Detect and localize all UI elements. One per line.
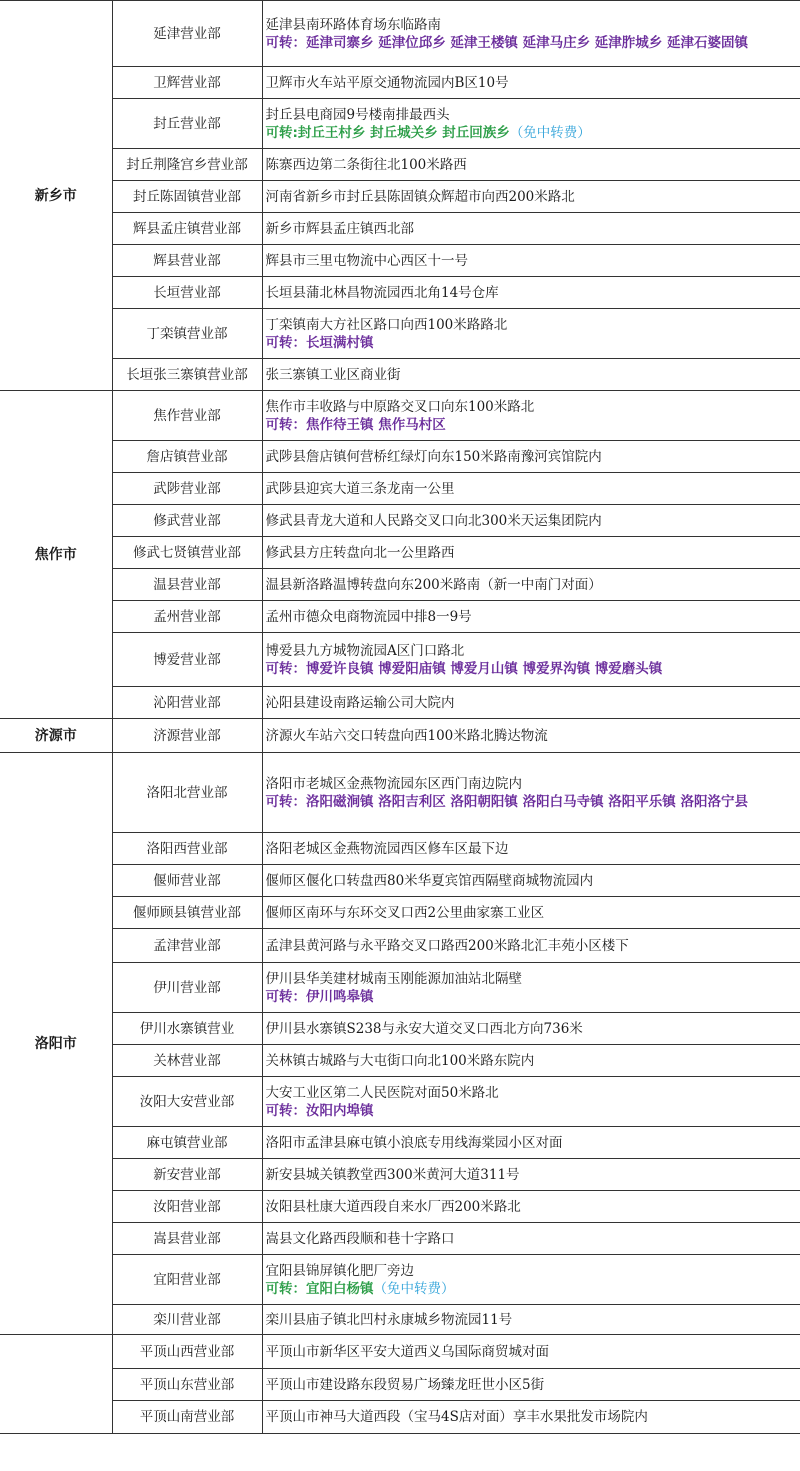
address-text: 孟州市德众电商物流园中排8一9号 bbox=[265, 608, 472, 625]
address-cell bbox=[262, 719, 800, 753]
branch-name-cell: 长垣张三寨镇营业部 bbox=[112, 359, 262, 391]
transfer-note bbox=[266, 660, 798, 678]
branch-name-cell: 伊川水寨镇营业 bbox=[112, 1013, 262, 1045]
address-cell bbox=[262, 181, 800, 213]
address-text: 温县新洛路温博转盘向东200米路南（新一中南门对面） bbox=[265, 576, 602, 593]
branch-name-cell: 汝阳营业部 bbox=[112, 1191, 262, 1223]
transfer-towns: 可转：延津司寨乡 延津位邱乡 延津王楼镇 延津马庄乡 延津胙城乡 延津石婆固镇 bbox=[265, 34, 748, 51]
table-row bbox=[0, 99, 800, 149]
table-row bbox=[0, 929, 800, 963]
transfer-towns: 可转:封丘王村乡 封丘城关乡 封丘回族乡 bbox=[265, 124, 510, 141]
address-text: 洛阳市老城区金燕物流园东区西门南边院内 bbox=[265, 775, 522, 792]
branch-name-cell: 封丘陈固镇营业部 bbox=[112, 181, 262, 213]
address-cell bbox=[262, 1305, 800, 1335]
address-cell bbox=[262, 1401, 800, 1434]
branch-name-cell: 封丘荆隆宫乡营业部 bbox=[112, 149, 262, 181]
address-text: 长垣县蒲北林昌物流园西北角14号仓库 bbox=[265, 284, 499, 301]
address-cell bbox=[262, 309, 800, 359]
table-row bbox=[0, 149, 800, 181]
address-text: 封丘县电商园9号楼南排最西头 bbox=[265, 106, 450, 123]
table-row bbox=[0, 1335, 800, 1369]
transfer-towns: 可转：汝阳内埠镇 bbox=[265, 1102, 374, 1119]
transfer-note bbox=[266, 793, 798, 811]
table-row bbox=[0, 601, 800, 633]
table-row bbox=[0, 1305, 800, 1335]
address-text: 嵩县文化路西段顺和巷十字路口 bbox=[265, 1230, 455, 1247]
branch-name-cell: 新安营业部 bbox=[112, 1159, 262, 1191]
address-cell bbox=[262, 753, 800, 833]
address-cell bbox=[262, 213, 800, 245]
address-cell bbox=[262, 1077, 800, 1127]
address-text: 宜阳县锦屏镇化肥厂旁边 bbox=[265, 1262, 414, 1279]
transfer-towns: 可转：洛阳磁涧镇 洛阳吉利区 洛阳朝阳镇 洛阳白马寺镇 洛阳平乐镇 洛阳洛宁县 bbox=[265, 793, 748, 810]
table-row bbox=[0, 719, 800, 753]
city-cell: 洛阳市 bbox=[0, 753, 112, 1335]
branch-name-cell: 博爱营业部 bbox=[112, 633, 262, 687]
table-row bbox=[0, 67, 800, 99]
table-row bbox=[0, 505, 800, 537]
table-row bbox=[0, 687, 800, 719]
table-row bbox=[0, 1401, 800, 1434]
table-row bbox=[0, 441, 800, 473]
table-row bbox=[0, 1127, 800, 1159]
address-cell bbox=[262, 359, 800, 391]
transfer-note bbox=[266, 124, 798, 142]
address-text: 伊川县水寨镇S238与永安大道交叉口西北方向736米 bbox=[265, 1020, 583, 1037]
transfer-towns: 可转：博爱许良镇 博爱阳庙镇 博爱月山镇 博爱界沟镇 博爱磨头镇 bbox=[265, 660, 663, 677]
branch-name-cell: 封丘营业部 bbox=[112, 99, 262, 149]
branch-name-cell: 嵩县营业部 bbox=[112, 1223, 262, 1255]
branch-name-cell: 平顶山东营业部 bbox=[112, 1369, 262, 1401]
address-text: 丁栾镇南大方社区路口向西100米路路北 bbox=[265, 316, 508, 333]
address-text: 汝阳县杜康大道西段自来水厂西200米路北 bbox=[265, 1198, 521, 1215]
transfer-towns: 可转：宜阳白杨镇 bbox=[265, 1280, 374, 1297]
address-cell bbox=[262, 1223, 800, 1255]
table-row bbox=[0, 1369, 800, 1401]
address-cell bbox=[262, 1255, 800, 1305]
address-cell bbox=[262, 865, 800, 897]
branch-name-cell: 洛阳西营业部 bbox=[112, 833, 262, 865]
branch-name-cell: 辉县营业部 bbox=[112, 245, 262, 277]
branch-name-cell: 偃师顾县镇营业部 bbox=[112, 897, 262, 929]
branch-name-cell: 修武营业部 bbox=[112, 505, 262, 537]
table-row bbox=[0, 833, 800, 865]
branch-name-cell: 偃师营业部 bbox=[112, 865, 262, 897]
address-cell bbox=[262, 1335, 800, 1369]
free-transfer-badge: （免中转费） bbox=[373, 1280, 455, 1297]
transfer-note bbox=[266, 1102, 798, 1120]
table-row bbox=[0, 1191, 800, 1223]
transfer-towns: 可转：伊川鸣皋镇 bbox=[265, 988, 374, 1005]
table-row bbox=[0, 309, 800, 359]
transfer-towns: 可转：焦作待王镇 焦作马村区 bbox=[265, 416, 446, 433]
table-row bbox=[0, 537, 800, 569]
table-row bbox=[0, 1077, 800, 1127]
address-text: 新安县城关镇教堂西300米黄河大道311号 bbox=[265, 1166, 520, 1183]
address-cell bbox=[262, 569, 800, 601]
address-text: 沁阳县建设南路运输公司大院内 bbox=[265, 694, 455, 711]
branch-name-cell: 麻屯镇营业部 bbox=[112, 1127, 262, 1159]
branch-name-cell: 修武七贤镇营业部 bbox=[112, 537, 262, 569]
address-text: 济源火车站六交口转盘向西100米路北腾达物流 bbox=[265, 727, 548, 744]
address-cell bbox=[262, 633, 800, 687]
address-text: 关林镇古城路与大屯街口向北100米路东院内 bbox=[265, 1052, 535, 1069]
address-cell bbox=[262, 833, 800, 865]
table-row bbox=[0, 391, 800, 441]
free-transfer-badge: （免中转费） bbox=[509, 124, 591, 141]
city-cell: 济源市 bbox=[0, 719, 112, 753]
address-cell bbox=[262, 391, 800, 441]
address-text: 洛阳老城区金燕物流园西区修车区最下边 bbox=[265, 840, 509, 857]
address-cell bbox=[262, 537, 800, 569]
table-row bbox=[0, 963, 800, 1013]
branch-name-cell: 汝阳大安营业部 bbox=[112, 1077, 262, 1127]
address-text: 偃师区偃化口转盘西80米华夏宾馆西隔壁商城物流园内 bbox=[265, 872, 594, 889]
table-row bbox=[0, 633, 800, 687]
address-cell bbox=[262, 1, 800, 67]
table-row bbox=[0, 1, 800, 67]
branch-name-cell: 平顶山西营业部 bbox=[112, 1335, 262, 1369]
address-text: 新乡市辉县孟庄镇西北部 bbox=[265, 220, 414, 237]
table-row bbox=[0, 1223, 800, 1255]
address-cell bbox=[262, 505, 800, 537]
table-row bbox=[0, 277, 800, 309]
branch-name-cell: 詹店镇营业部 bbox=[112, 441, 262, 473]
transfer-note bbox=[266, 34, 798, 52]
branch-name-cell: 长垣营业部 bbox=[112, 277, 262, 309]
address-cell bbox=[262, 245, 800, 277]
address-cell bbox=[262, 149, 800, 181]
address-cell bbox=[262, 1127, 800, 1159]
table-row bbox=[0, 1255, 800, 1305]
branch-name-cell: 平顶山南营业部 bbox=[112, 1401, 262, 1434]
address-text: 修武县青龙大道和人民路交叉口向北300米天运集团院内 bbox=[265, 512, 602, 529]
address-text: 延津县南环路体育场东临路南 bbox=[265, 16, 441, 33]
branch-name-cell: 关林营业部 bbox=[112, 1045, 262, 1077]
address-text: 偃师区南环与东环交叉口西2公里曲家寨工业区 bbox=[265, 904, 545, 921]
address-text: 武陟县迎宾大道三条龙南一公里 bbox=[265, 480, 455, 497]
address-text: 修武县方庄转盘向北一公里路西 bbox=[265, 544, 455, 561]
address-text: 博爱县九方城物流园A区门口路北 bbox=[265, 642, 465, 659]
transfer-note bbox=[266, 1280, 798, 1298]
address-cell bbox=[262, 1369, 800, 1401]
address-cell bbox=[262, 963, 800, 1013]
address-cell bbox=[262, 1159, 800, 1191]
address-text: 洛阳市孟津县麻屯镇小浪底专用线海棠园小区对面 bbox=[265, 1134, 563, 1151]
address-cell bbox=[262, 473, 800, 505]
branch-name-cell: 卫辉营业部 bbox=[112, 67, 262, 99]
address-cell bbox=[262, 67, 800, 99]
address-cell bbox=[262, 1191, 800, 1223]
address-text: 平顶山市神马大道西段（宝马4S店对面）享丰水果批发市场院内 bbox=[265, 1409, 648, 1425]
branch-name-cell: 丁栾镇营业部 bbox=[112, 309, 262, 359]
address-cell bbox=[262, 1013, 800, 1045]
address-text: 孟津县黄河路与永平路交叉口路西200米路北汇丰苑小区楼下 bbox=[265, 937, 629, 954]
branch-name-cell: 孟津营业部 bbox=[112, 929, 262, 963]
address-text: 卫辉市火车站平原交通物流园内B区10号 bbox=[265, 74, 509, 91]
address-cell bbox=[262, 897, 800, 929]
branch-name-cell: 济源营业部 bbox=[112, 719, 262, 753]
table-row bbox=[0, 181, 800, 213]
transfer-note bbox=[266, 416, 798, 434]
address-text: 辉县市三里屯物流中心西区十一号 bbox=[265, 252, 468, 269]
branch-name-cell: 沁阳营业部 bbox=[112, 687, 262, 719]
table-row bbox=[0, 213, 800, 245]
city-cell bbox=[0, 1335, 112, 1434]
address-cell bbox=[262, 687, 800, 719]
city-cell: 焦作市 bbox=[0, 391, 112, 719]
address-cell bbox=[262, 441, 800, 473]
address-text: 焦作市丰收路与中原路交叉口向东100米路北 bbox=[265, 398, 535, 415]
address-text: 陈寨西边第二条街往北100米路西 bbox=[265, 156, 467, 173]
branch-name-cell: 温县营业部 bbox=[112, 569, 262, 601]
branch-name-cell: 辉县孟庄镇营业部 bbox=[112, 213, 262, 245]
address-cell bbox=[262, 277, 800, 309]
table-row bbox=[0, 1013, 800, 1045]
address-text: 栾川县庙子镇北凹村永康城乡物流园11号 bbox=[265, 1311, 513, 1328]
branch-name-cell: 孟州营业部 bbox=[112, 601, 262, 633]
branch-name-cell: 宜阳营业部 bbox=[112, 1255, 262, 1305]
transfer-towns: 可转：长垣满村镇 bbox=[265, 334, 374, 351]
address-text: 平顶山市新华区平安大道西义乌国际商贸城对面 bbox=[265, 1343, 549, 1360]
address-cell bbox=[262, 1045, 800, 1077]
address-text: 张三寨镇工业区商业街 bbox=[265, 366, 401, 383]
address-text: 河南省新乡市封丘县陈固镇众辉超市向西200米路北 bbox=[265, 188, 575, 205]
transfer-note bbox=[266, 988, 798, 1006]
table-row bbox=[0, 753, 800, 833]
branch-name-cell: 伊川营业部 bbox=[112, 963, 262, 1013]
address-cell bbox=[262, 601, 800, 633]
table-row bbox=[0, 245, 800, 277]
table-row bbox=[0, 897, 800, 929]
table-row bbox=[0, 359, 800, 391]
table-row bbox=[0, 1045, 800, 1077]
address-cell bbox=[262, 929, 800, 963]
branch-name-cell: 洛阳北营业部 bbox=[112, 753, 262, 833]
address-text: 平顶山市建设路东段贸易广场臻龙旺世小区5街 bbox=[265, 1376, 545, 1393]
table-row bbox=[0, 569, 800, 601]
branch-name-cell: 延津营业部 bbox=[112, 1, 262, 67]
table-row bbox=[0, 473, 800, 505]
branch-name-cell: 焦作营业部 bbox=[112, 391, 262, 441]
table-row bbox=[0, 865, 800, 897]
address-text: 伊川县华美建材城南玉刚能源加油站北隔壁 bbox=[265, 970, 522, 987]
address-cell bbox=[262, 99, 800, 149]
table-row bbox=[0, 1159, 800, 1191]
transfer-note bbox=[266, 334, 798, 352]
branch-name-cell: 栾川营业部 bbox=[112, 1305, 262, 1335]
address-text: 大安工业区第二人民医院对面50米路北 bbox=[265, 1084, 499, 1101]
address-text: 武陟县詹店镇何营桥红绿灯向东150米路南豫河宾馆院内 bbox=[265, 448, 602, 465]
branch-name-cell: 武陟营业部 bbox=[112, 473, 262, 505]
city-cell: 新乡市 bbox=[0, 1, 112, 391]
